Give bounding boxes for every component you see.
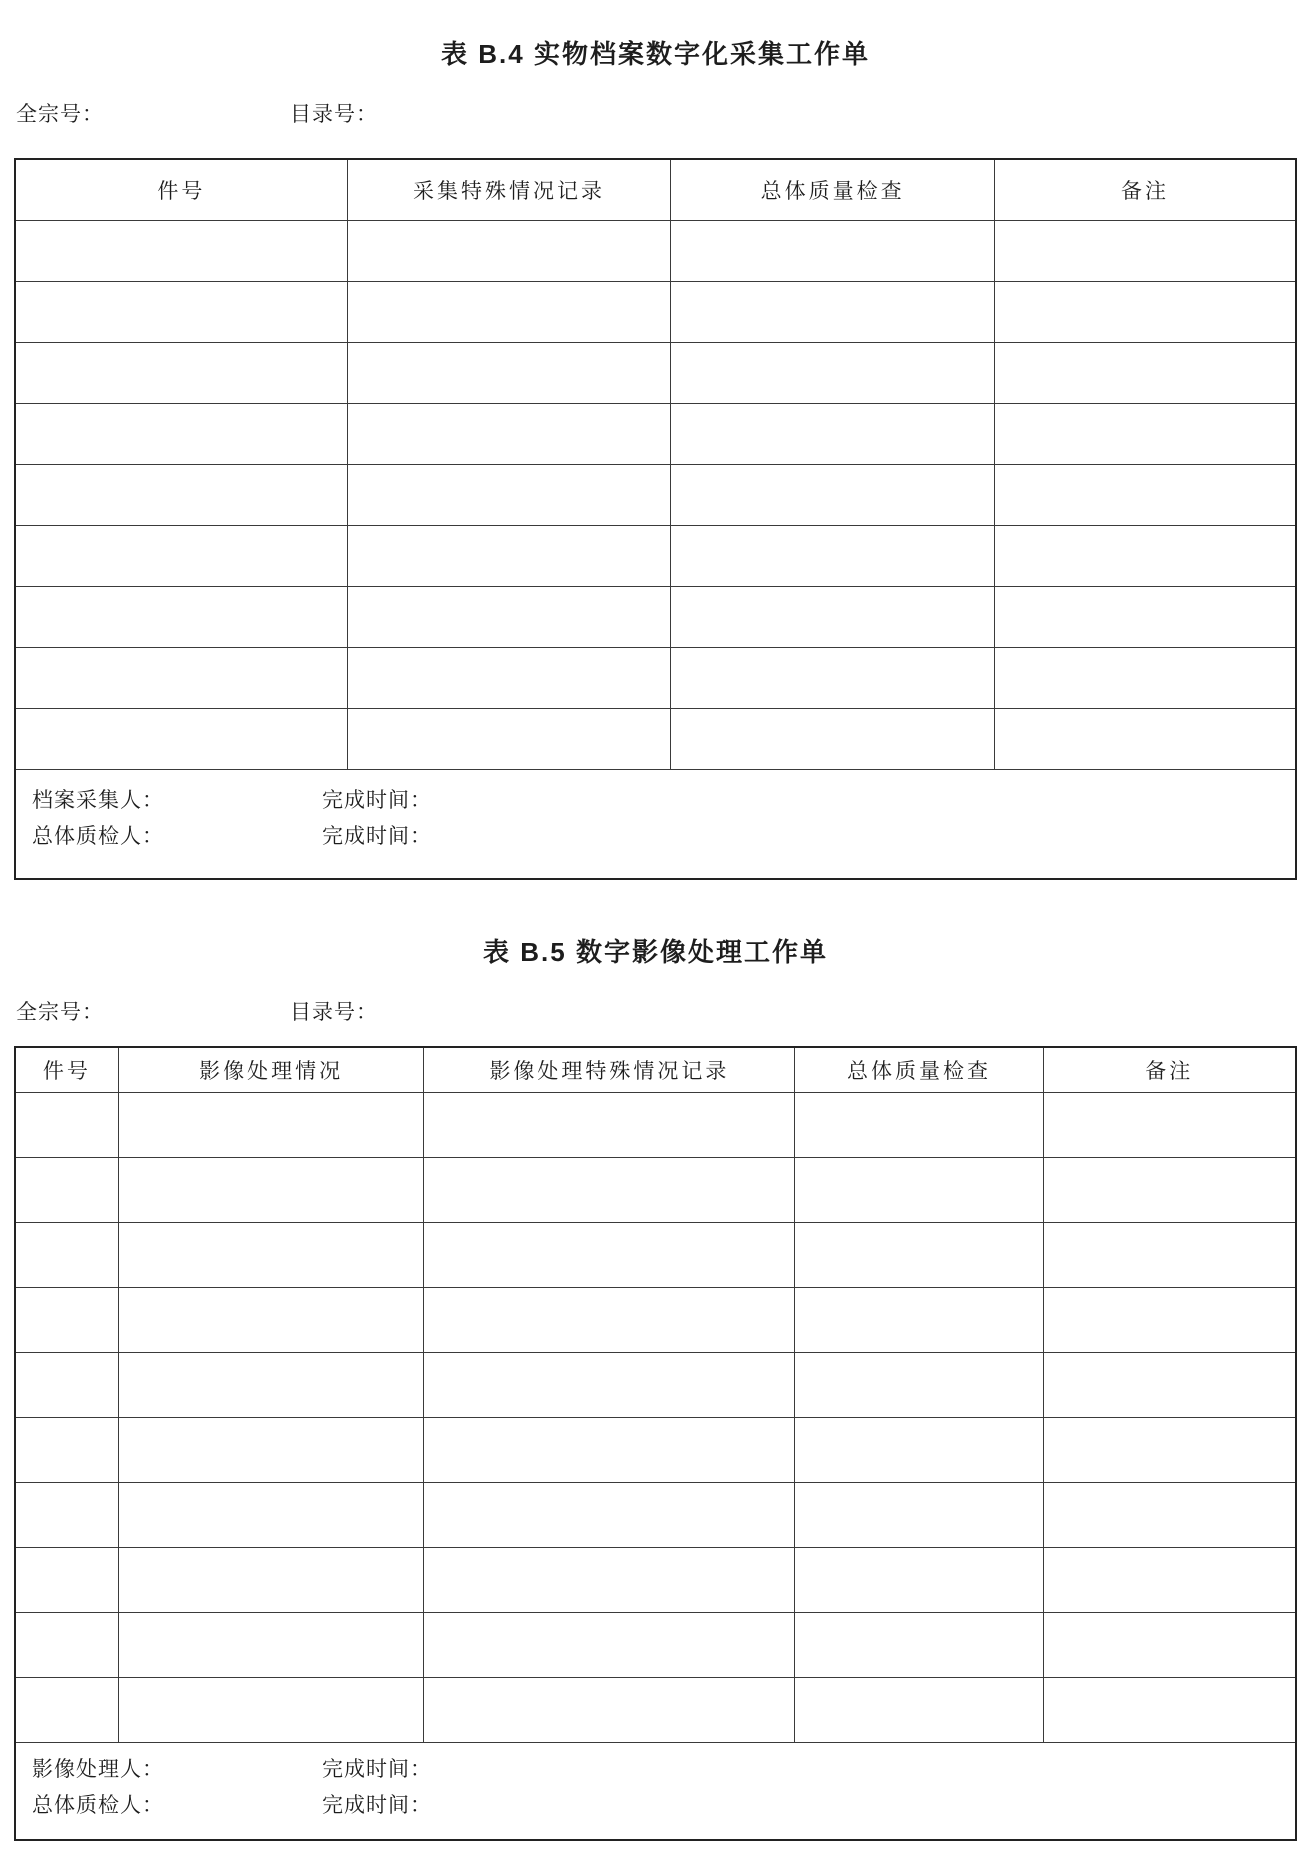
table-cell: [424, 1353, 795, 1418]
table-cell: [118, 1418, 424, 1483]
table-b4-frame: [14, 158, 1297, 880]
table-cell: [347, 220, 671, 281]
table-cell: [994, 403, 1295, 464]
footer-line: [32, 1751, 1295, 1787]
table-cell: [795, 1548, 1043, 1613]
table-row: [16, 525, 1295, 586]
table-cell: [118, 1353, 424, 1418]
table-cell: [795, 1288, 1043, 1353]
column-header: 影像处理特殊情况记录: [424, 1048, 795, 1093]
table-cell: [1043, 1093, 1295, 1158]
table-cell: [118, 1678, 424, 1743]
table-row: [16, 342, 1295, 403]
table-cell: [795, 1678, 1043, 1743]
table-b4-grid: [16, 160, 1295, 770]
table-cell: [1043, 1418, 1295, 1483]
table-cell: [994, 586, 1295, 647]
table-row: [16, 1548, 1295, 1613]
table-cell: [671, 525, 995, 586]
table-row: [16, 586, 1295, 647]
quality-inspector-label: 总体质检人：: [32, 823, 164, 848]
table-b4-title: 表 B.4 实物档案数字化采集工作单: [441, 39, 870, 69]
table-cell: [994, 708, 1295, 769]
table-cell: [347, 586, 671, 647]
table-cell: [16, 1678, 118, 1743]
table-cell: [795, 1613, 1043, 1678]
table-cell: [671, 708, 995, 769]
collector-label: 档案采集人：: [32, 787, 164, 812]
column-header: 备注: [994, 160, 1295, 220]
table-cell: [118, 1223, 424, 1288]
table-cell: [795, 1418, 1043, 1483]
table-row: [16, 1483, 1295, 1548]
quality-inspector-label: 总体质检人：: [32, 1793, 164, 1817]
table-cell: [671, 464, 995, 525]
table-cell: [1043, 1548, 1295, 1613]
table-cell: [16, 1093, 118, 1158]
table-cell: [424, 1548, 795, 1613]
table-cell: [16, 1483, 118, 1548]
table-row: [16, 708, 1295, 769]
fonds-number-label: 全宗号：: [16, 999, 104, 1024]
table-cell: [424, 1418, 795, 1483]
table-row: [16, 647, 1295, 708]
table-cell: [16, 403, 347, 464]
table-cell: [795, 1223, 1043, 1288]
table-cell: [994, 525, 1295, 586]
table-cell: [118, 1613, 424, 1678]
table-row: [16, 220, 1295, 281]
table-cell: [671, 220, 995, 281]
table-b4-header-row: [16, 160, 1295, 220]
table-row: [16, 1158, 1295, 1223]
table-cell: [795, 1158, 1043, 1223]
footer-line: [32, 782, 1295, 818]
table-cell: [16, 525, 347, 586]
table-row: [16, 464, 1295, 525]
footer-line: [32, 818, 1295, 854]
table-b4-footer: [16, 770, 1295, 878]
table-cell: [118, 1483, 424, 1548]
table-cell: [347, 281, 671, 342]
table-row: [16, 403, 1295, 464]
column-header: 备注: [1043, 1048, 1295, 1093]
table-b5-header-row: [16, 1048, 1295, 1093]
table-cell: [118, 1158, 424, 1223]
table-cell: [671, 586, 995, 647]
table-cell: [424, 1158, 795, 1223]
table-row: [16, 1678, 1295, 1743]
table-cell: [16, 647, 347, 708]
table-cell: [347, 708, 671, 769]
table-row: [16, 1418, 1295, 1483]
table-cell: [994, 220, 1295, 281]
table-row: [16, 1223, 1295, 1288]
table-cell: [347, 525, 671, 586]
column-header: 件号: [16, 1048, 118, 1093]
table-cell: [16, 1613, 118, 1678]
table-cell: [347, 403, 671, 464]
table-cell: [424, 1093, 795, 1158]
table-cell: [671, 281, 995, 342]
table-b4-meta-line: [14, 100, 1297, 128]
table-cell: [424, 1613, 795, 1678]
table-cell: [1043, 1678, 1295, 1743]
catalog-number-label: 目录号：: [290, 102, 378, 126]
table-b5-grid: [16, 1048, 1295, 1744]
table-cell: [424, 1483, 795, 1548]
table-cell: [994, 281, 1295, 342]
completion-time-label: 完成时间：: [322, 1793, 432, 1817]
table-cell: [424, 1223, 795, 1288]
table-cell: [1043, 1158, 1295, 1223]
table-cell: [16, 342, 347, 403]
sheet-b4: [14, 38, 1297, 880]
image-processor-label: 影像处理人：: [32, 1757, 164, 1781]
table-cell: [1043, 1223, 1295, 1288]
table-cell: [16, 464, 347, 525]
table-b5-frame: [14, 1046, 1297, 1842]
table-cell: [671, 647, 995, 708]
table-cell: [16, 220, 347, 281]
table-cell: [1043, 1483, 1295, 1548]
table-cell: [994, 647, 1295, 708]
table-cell: [16, 708, 347, 769]
table-cell: [424, 1288, 795, 1353]
completion-time-label: 完成时间：: [322, 787, 432, 812]
sheet-b5: [14, 936, 1297, 1842]
table-cell: [118, 1288, 424, 1353]
completion-time-label: 完成时间：: [322, 823, 432, 848]
table-b5-title: 表 B.5 数字影像处理工作单: [483, 936, 828, 967]
column-header: 采集特殊情况记录: [347, 160, 671, 220]
table-cell: [347, 647, 671, 708]
table-row: [16, 1288, 1295, 1353]
table-cell: [16, 586, 347, 647]
table-cell: [795, 1093, 1043, 1158]
table-b5-meta-line: [14, 998, 1297, 1026]
table-cell: [1043, 1288, 1295, 1353]
column-header: 总体质量检查: [795, 1048, 1043, 1093]
table-row: [16, 1613, 1295, 1678]
table-cell: [347, 464, 671, 525]
table-cell: [118, 1548, 424, 1613]
table-row: [16, 1093, 1295, 1158]
table-row: [16, 1353, 1295, 1418]
table-cell: [118, 1093, 424, 1158]
footer-line: [32, 1787, 1295, 1823]
table-cell: [16, 1288, 118, 1353]
table-cell: [16, 281, 347, 342]
table-cell: [994, 464, 1295, 525]
table-cell: [16, 1223, 118, 1288]
table-cell: [1043, 1353, 1295, 1418]
table-row: [16, 281, 1295, 342]
table-cell: [16, 1158, 118, 1223]
column-header: 总体质量检查: [671, 160, 995, 220]
table-cell: [671, 342, 995, 403]
table-cell: [1043, 1613, 1295, 1678]
column-header: 件号: [16, 160, 347, 220]
table-cell: [795, 1353, 1043, 1418]
table-cell: [994, 342, 1295, 403]
table-cell: [347, 342, 671, 403]
table-cell: [424, 1678, 795, 1743]
catalog-number-label: 目录号：: [290, 999, 378, 1024]
completion-time-label: 完成时间：: [322, 1757, 432, 1781]
column-header: 影像处理情况: [118, 1048, 424, 1093]
table-b5-footer: [16, 1743, 1295, 1839]
table-cell: [16, 1418, 118, 1483]
fonds-number-label: 全宗号：: [16, 102, 104, 126]
table-cell: [671, 403, 995, 464]
table-cell: [16, 1353, 118, 1418]
table-cell: [795, 1483, 1043, 1548]
table-cell: [16, 1548, 118, 1613]
